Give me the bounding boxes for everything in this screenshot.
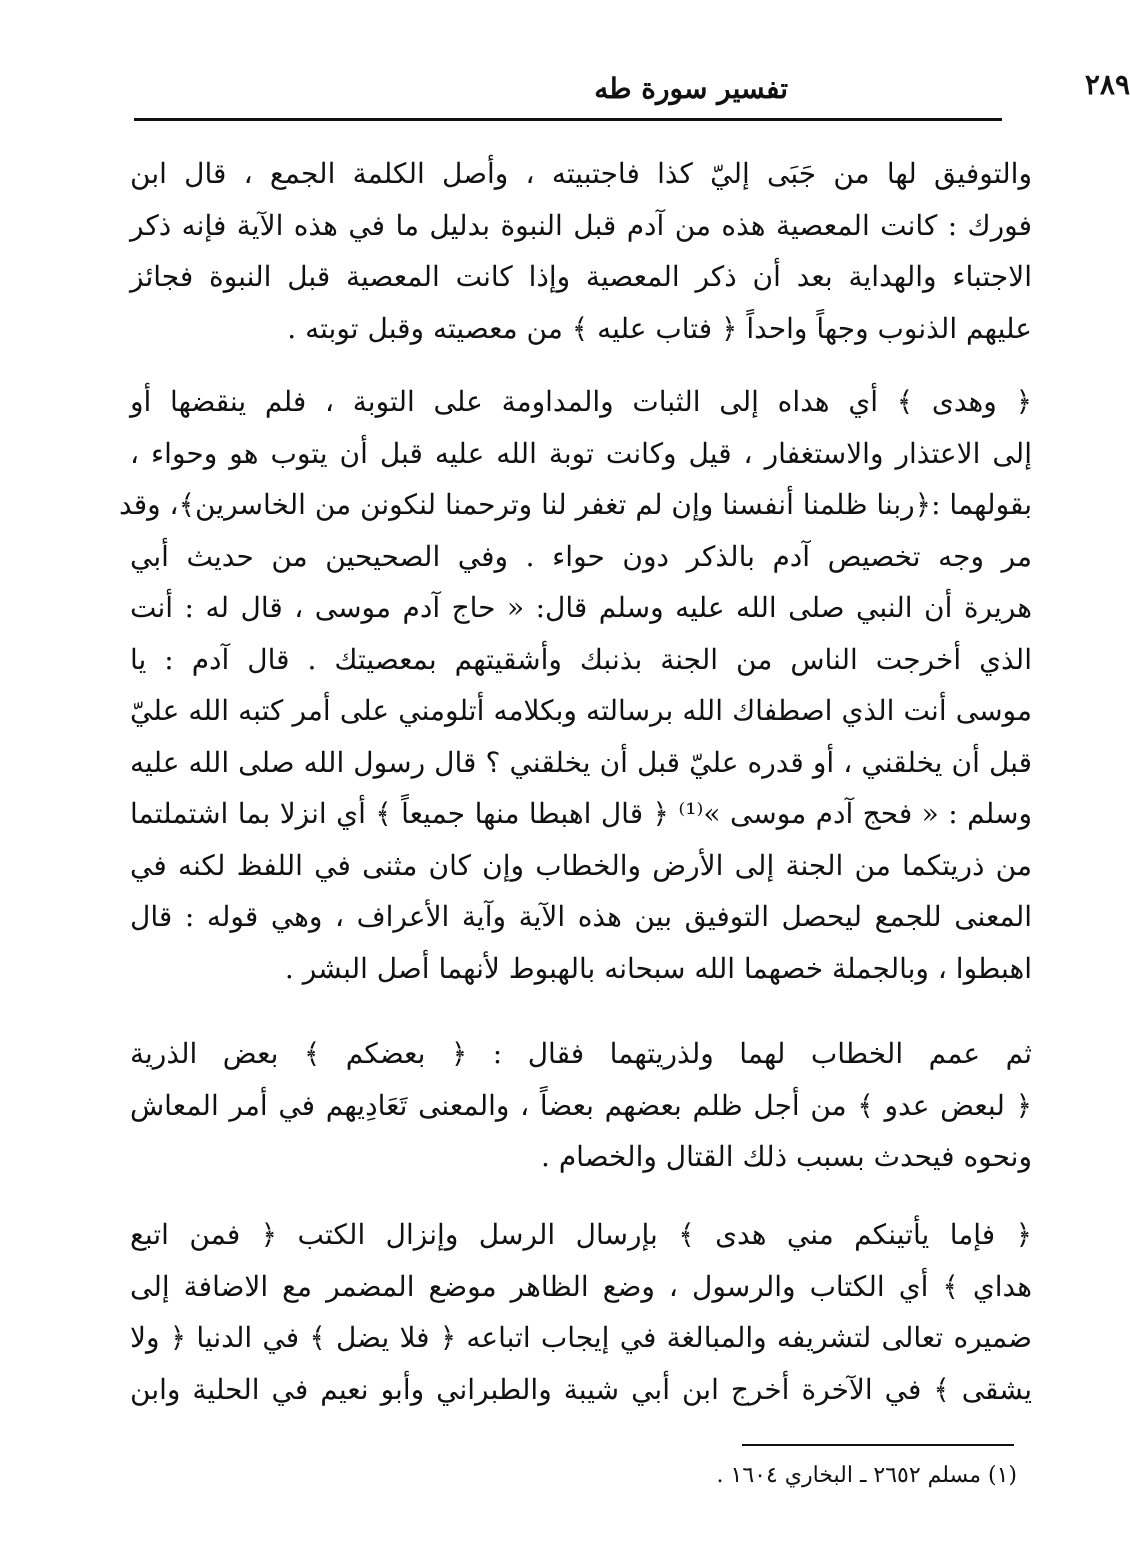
text-line: من ذريتكما من الجنة إلى الأرض والخطاب وإن كان مثنى في اللفظ لكنه في [130, 848, 1032, 882]
paragraph-2 [119, 376, 1032, 994]
text-line: هريرة أن النبي صلى الله عليه وسلم قال: « حاج آدم موسى ، قال له : أنت [130, 591, 1032, 624]
text-line: هداي ﴾ أي الكتاب والرسول ، وضع الظاهر موضع المضمر مع الاضافة إلى [130, 1269, 1032, 1303]
text-line: يشقى ﴾ في الآخرة أخرج ابن أبي شيبة والطبراني وأبو نعيم في الحلية وابن [130, 1372, 1032, 1406]
text-line: قبل أن يخلقني ، أو قدره عليّ قبل أن يخلقني ؟ قال رسول الله صلى الله عليه [130, 745, 1032, 779]
text-line: فورك : كانت المعصية هذه من آدم قبل النبوة بدليل ما في هذه الآية فإنه ذكر [130, 208, 1032, 242]
text-line: الاجتباء والهداية بعد أن ذكر المعصية وإذا كانت المعصية قبل النبوة فجائز [130, 260, 1032, 293]
text-line: ﴿ فإما يأتينكم مني هدى ﴾ بإرسال الرسل وإنزال الكتب ﴿ فمن اتبع [130, 1218, 1032, 1251]
text-line: اهبطوا ، وبالجملة خصهما الله سبحانه بالهبوط لأنهما أصل البشر . [284, 951, 1032, 985]
page-title: تفسير سورة طه [594, 72, 788, 105]
text-line: ونحوه فيحدث بسبب ذلك القتال والخصام . [541, 1140, 1032, 1173]
text-line: موسى أنت الذي اصطفاك الله برسالته وبكلامه أتلومني على أمر كتبه الله عليّ [130, 694, 1032, 727]
page-header [122, 62, 1130, 118]
text-line: ثم عمم الخطاب لهما ولذريتهما فقال : ﴿ بعضكم ﴾ بعض الذرية [130, 1037, 1032, 1070]
text-line: مر وجه تخصيص آدم بالذكر دون حواء . وفي الصحيحين من حديث أبي [130, 539, 1032, 573]
text-line: ﴿ لبعض عدو ﴾ من أجل ظلم بعضهم بعضاً ، والمعنى تَعَادِيهم في أمر المعاش [130, 1088, 1032, 1122]
text-line: ضميره تعالى لتشريفه والمبالغة في إيجاب اتباعه ﴿ فلا يضل ﴾ في الدنيا ﴿ ولا [130, 1321, 1032, 1354]
text-line: بقولهما :﴿ربنا ظلمنا أنفسنا وإن لم تغفر لنا وترحمنا لنكونن من الخاسرين﴾، وقد [119, 488, 1032, 521]
paragraph-4 [130, 1209, 1032, 1415]
text-line: المعنى للجمع ليحصل التوفيق بين هذه الآية وآية الأعراف ، وهي قوله : قال [130, 900, 1032, 933]
text-line: وسلم : « فحج آدم موسى »⁽¹⁾ ﴿ قال اهبطا منها جميعاً ﴾ أي انزلا بما اشتملتما [130, 797, 1032, 830]
text-line: إلى الاعتذار والاستغفار ، قيل وكانت توبة الله عليه قبل أن يتوب هو وحواء ، [130, 436, 1032, 470]
header-rule [134, 118, 1002, 121]
text-line: ﴿ وهدى ﴾ أي هداه إلى الثبات والمداومة على التوبة ، فلم ينقضها أو [130, 385, 1032, 418]
text-line: عليهم الذنوب وجهاً واحداً ﴿ فتاب عليه ﴾ من معصيته وقبل توبته . [287, 311, 1032, 345]
text-line: والتوفيق لها من جَبَى إليّ كذا فاجتبيته ، وأصل الكلمة الجمع ، قال ابن [130, 157, 1032, 190]
paragraph-1 [130, 148, 1032, 354]
text-line: الذي أخرجت الناس من الجنة بذنبك وأشقيتهم بمعصيتك . قال آدم : يا [130, 642, 1032, 676]
paragraph-3 [130, 1028, 1032, 1183]
page-number: ٢٨٩ [1084, 68, 1130, 101]
footnote-rule [742, 1444, 1014, 1446]
footnote: (١) مسلم ٢٦٥٢ ـ البخاري ١٦٠٤ . [716, 1463, 1017, 1488]
